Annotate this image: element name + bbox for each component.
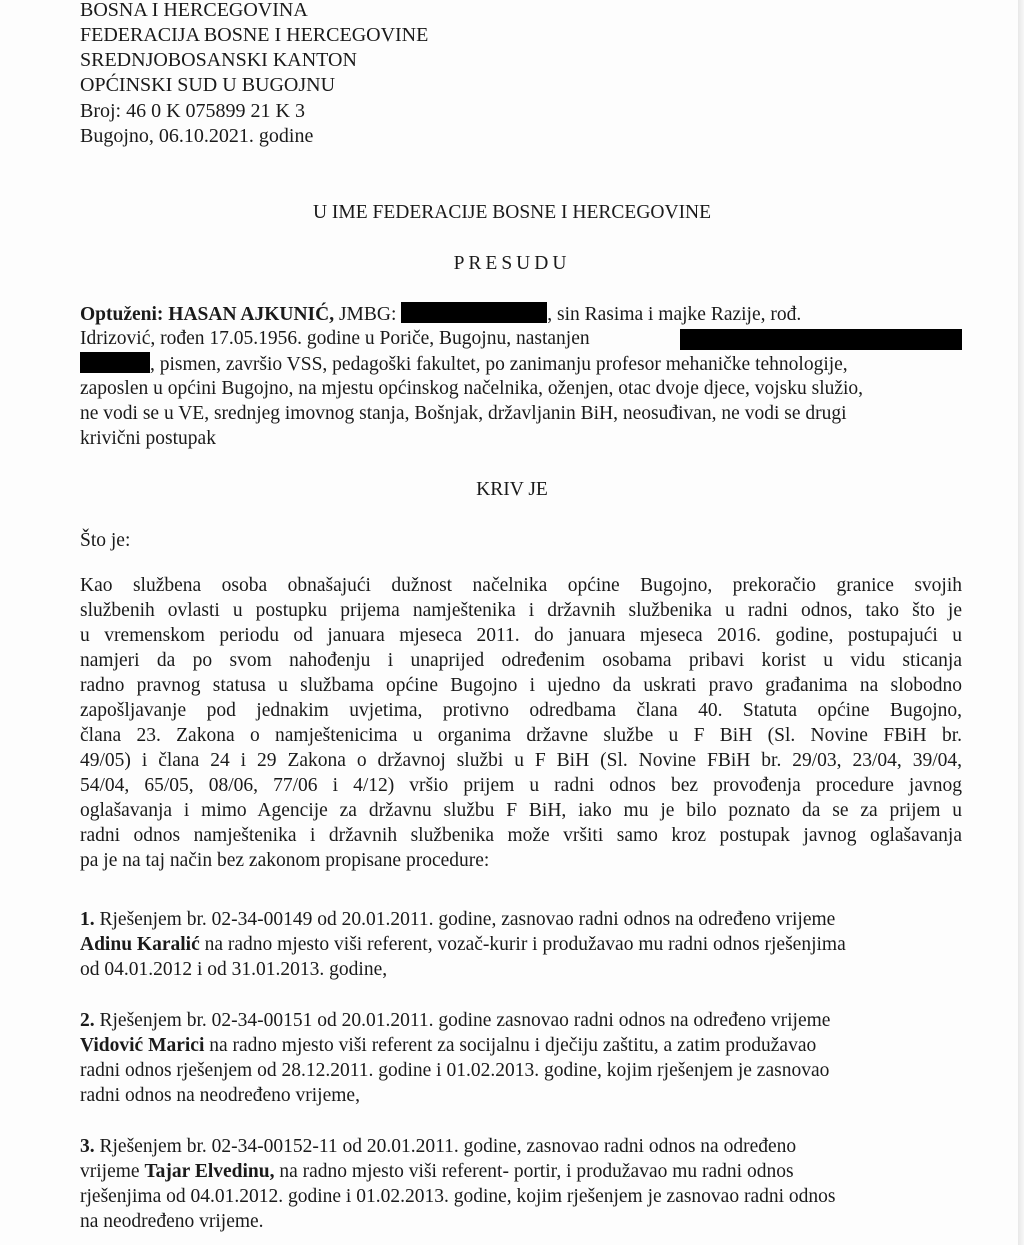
intro-line: oglašavanja i mimo Agencije za državnu službu F BiH, iako mu je bilo poznato da se za prijem u	[80, 800, 962, 821]
accused-line-5: ne vodi se u VE, srednjeg imovnog stanja, Bošnjak, državljanin BiH, neosuđivan, ne vodi se drugi	[80, 403, 847, 424]
page-edge	[1018, 0, 1024, 1245]
intro-line: zapošljavanje pod jednakim uvjetima, protivno odredbama člana 40. Statuta općine Bugojno,	[80, 700, 962, 721]
intro-line: člana 23. Zakona o namještenicima u organima državne službe u F BiH (Sl. Novine FBiH br.	[80, 725, 962, 746]
item-3-line-2	[80, 1160, 962, 1185]
header-federation: FEDERACIJA BOSNE I HERCEGOVINE	[80, 24, 429, 46]
intro-line: namjeri da po svom nahođenju i unaprijed određenim osobama pribavi korist u vidu sticanja	[80, 650, 962, 671]
accused-birth: Idrizović, rođen 17.05.1956. godine u Poriče, Bugojnu, nastanjen	[80, 328, 590, 349]
intro-line: 54/04, 65/05, 08/06, 77/06 i 4/12) vršio prijem u radni odnos bez provođenja procedure javnog	[80, 775, 962, 796]
item-3-line-1	[80, 1135, 962, 1160]
item-1-line-2	[80, 933, 962, 958]
accused-line-4: zaposlen u općini Bugojno, na mjestu općinskog načelnika, oženjen, otac dvoje djece, vojsku služio,	[80, 378, 864, 399]
intro-line: 49/05) i člana 24 i 29 Zakona o državnoj službi u F BiH (Sl. Novine FBiH br. 29/03, 23/04, 39/04,	[80, 750, 962, 771]
redaction-address	[680, 329, 962, 350]
item-text: Rješenjem br. 02-34-00152-11 od 20.01.2011. godine, zasnovao radni odnos na određeno	[94, 1136, 797, 1157]
item-text: na radno mjesto viši referent- portir, i produžavao mu radni odnos	[274, 1161, 794, 1182]
item-number: 2.	[80, 1010, 95, 1031]
what-label: Što je:	[80, 530, 131, 551]
intro-line: radni odnos namještenika i državnih službenika može vršiti samo kroz postupak javnog oglašavanja	[80, 825, 962, 846]
header-country: BOSNA I HERCEGOVINA	[80, 0, 308, 21]
person-name: Tajar Elvedinu,	[144, 1161, 275, 1182]
item-text: na radno mjesto viši referent za socijalnu i dječiju zaštitu, a zatim produžavao	[204, 1035, 817, 1056]
case-number: Broj: 46 0 K 075899 21 K 3	[80, 100, 305, 122]
item-1-line-3: od 04.01.2012 i od 31.01.2013. godine,	[80, 959, 388, 980]
guilty-heading: KRIV JE	[476, 479, 548, 500]
intro-line: Kao službena osoba obnašajući dužnost načelnika općine Bugojno, prekoračio granice svojih	[80, 575, 962, 596]
redaction-address-cont	[80, 352, 150, 373]
intro-line: radno pravnog statusa u službama općine Bugojno i ujedno da uskrati pravo građanima na slobodno	[80, 675, 962, 696]
item-2-line-1	[80, 1009, 962, 1034]
item-number: 1.	[80, 909, 95, 930]
item-3-line-3: rješenjima od 04.01.2012. godine i 01.02.2013. godine, kojim rješenjem je zasnovao radni odnos	[80, 1186, 836, 1207]
accused-line-6: krivični postupak	[80, 428, 216, 449]
person-name: Vidović Marici	[80, 1035, 205, 1056]
item-2-line-4: radni odnos na neodređeno vrijeme,	[80, 1085, 360, 1106]
accused-line-3	[80, 352, 962, 378]
item-number: 3.	[80, 1136, 95, 1157]
header-court: OPĆINSKI SUD U BUGOJNU	[80, 74, 336, 96]
jmbg-label: JMBG:	[338, 304, 397, 325]
accused-line-2	[80, 327, 962, 352]
item-1-line-1	[80, 908, 962, 933]
item-2-line-2	[80, 1034, 962, 1059]
item-text: na radno mjesto viši referent, vozač-kurir i produžavao mu radni odnos rješenjima	[199, 934, 846, 955]
place-date: Bugojno, 06.10.2021. godine	[80, 125, 314, 147]
redaction-jmbg	[401, 302, 547, 323]
item-text: Rješenjem br. 02-34-00149 od 20.01.2011. godine, zasnovao radni odnos na određeno vrijeme	[94, 909, 836, 930]
in-name-of-heading: U IME FEDERACIJE BOSNE I HERCEGOVINE	[312, 202, 712, 223]
intro-line: službenih ovlasti u postupku prijema namještenika i državnih službenika u radni odnos, tako što je	[80, 600, 962, 621]
accused-parents: , sin Rasima i majke Razije, rođ.	[547, 304, 802, 325]
intro-line: u vremenskom periodu od januara mjeseca 2011. do januara mjeseca 2016. godine, postupajući u	[80, 625, 962, 646]
item-2-line-3: radni odnos rješenjem od 28.12.2011. godine i 01.02.2013. godine, kojim rješenjem je zasnovao	[80, 1060, 830, 1081]
accused-name: HASAN AJKUNIĆ,	[168, 304, 335, 325]
accused-label: Optuženi:	[80, 304, 164, 325]
intro-line-last: pa je na taj način bez zakonom propisane procedure:	[80, 850, 490, 871]
item-3-line-4: na neodređeno vrijeme.	[80, 1211, 264, 1232]
header-canton: SREDNJOBOSANSKI KANTON	[80, 49, 357, 71]
item-text: Rješenjem br. 02-34-00151 od 20.01.2011. godine zasnovao radni odnos na određeno vrijeme	[94, 1010, 831, 1031]
item-text: vrijeme	[80, 1161, 145, 1182]
verdict-heading: PRESUDU	[453, 253, 571, 274]
accused-line-1	[80, 302, 962, 328]
accused-education: , pismen, završio VSS, pedagoški fakultet, po zanimanju profesor mehaničke tehnologije,	[150, 354, 848, 375]
person-name: Adinu Karalić	[80, 934, 200, 955]
